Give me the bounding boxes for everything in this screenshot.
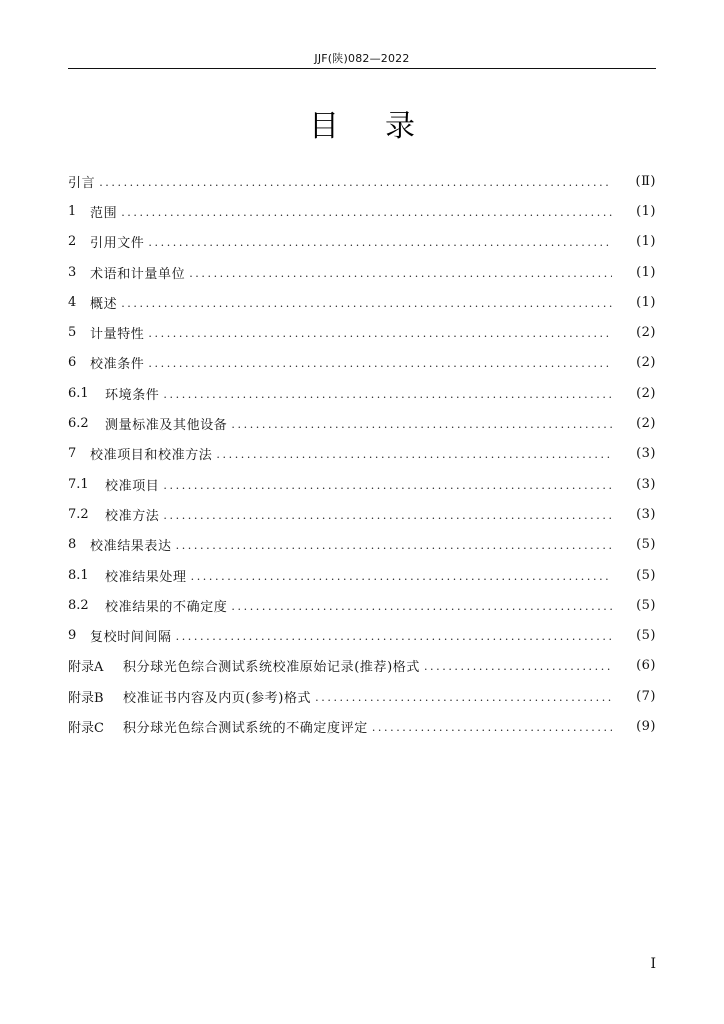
toc-entry-label: 校准条件 [90,357,145,373]
toc-entry-label: 引言 [68,175,96,191]
toc-entry-page: (1) [636,264,656,280]
toc-entry-label: 引用文件 [90,236,145,252]
toc-entry-label: 校准方法 [105,508,160,524]
header-rule [68,68,656,69]
toc-entry-number: 1 [68,203,77,219]
dot-leader [315,691,612,704]
toc-entry-6[interactable] [68,348,656,378]
toc-entry-number: 4 [68,294,77,310]
toc-entry-number: 8.2 [68,597,89,613]
dot-leader [231,600,612,613]
dot-leader [148,236,612,249]
dot-leader [231,418,612,431]
toc-entry-page: (6) [636,658,656,674]
table-of-contents [68,166,656,742]
toc-entry-label: 积分球光色综合测试系统校准原始记录(推荐)格式 [123,660,420,676]
dot-leader [372,721,612,734]
toc-entry-number: 2 [68,234,77,250]
toc-entry-number: 8.1 [68,567,89,583]
toc-entry-number: 7 [68,446,77,462]
toc-entry-page: (5) [636,537,656,553]
dot-leader [148,327,612,340]
toc-entry-page: (9) [636,718,656,734]
toc-entry-6-1[interactable] [68,378,656,408]
toc-entry-page: (7) [636,688,656,704]
toc-entry-page: (2) [636,355,656,371]
toc-entry-number: 3 [68,264,77,280]
toc-entry-page: (Ⅱ) [635,173,656,189]
toc-entry-page: (2) [636,416,656,432]
toc-entry-label: 术语和计量单位 [90,266,186,282]
dot-leader [163,509,612,522]
toc-entry-7[interactable] [68,439,656,469]
toc-entry-label: 积分球光色综合测试系统的不确定度评定 [123,720,368,736]
page-title: 目录 [309,109,461,144]
dot-leader [148,357,612,370]
toc-entry-appendix-b[interactable] [68,681,656,711]
toc-entry-label: 范围 [90,205,118,221]
toc-entry-number: 6.1 [68,385,89,401]
toc-entry-label: 计量特性 [90,327,145,343]
running-header: JJF(陕)082—2022 [314,52,410,65]
toc-entry-4[interactable] [68,287,656,317]
toc-entry-page: (3) [636,506,656,522]
dot-leader [189,267,612,280]
dot-leader [176,539,612,552]
toc-entry-number: 附录B [68,690,104,706]
toc-entry-label: 复校时间间隔 [90,630,172,646]
toc-entry-page: (3) [636,446,656,462]
toc-entry-label: 概述 [90,296,118,312]
page-number: Ⅰ [650,956,656,972]
toc-entry-number: 9 [68,628,77,644]
toc-entry-number: 6.2 [68,416,89,432]
toc-entry-number: 附录C [68,720,104,736]
dot-leader [163,479,612,492]
toc-entry-7-2[interactable] [68,499,656,529]
toc-entry-number: 附录A [68,660,104,676]
toc-entry-label: 校准结果表达 [90,539,172,555]
toc-entry-label: 校准项目 [105,478,160,494]
dot-leader [216,448,612,461]
toc-entry-label: 校准结果的不确定度 [105,599,228,615]
toc-entry-page: (5) [636,597,656,613]
toc-entry-page: (5) [636,567,656,583]
toc-entry-8-1[interactable] [68,560,656,590]
dot-leader [121,297,612,310]
toc-entry-number: 7.2 [68,506,89,522]
toc-entry-appendix-a[interactable] [68,651,656,681]
toc-entry-label: 测量标准及其他设备 [105,418,228,434]
toc-entry-7-1[interactable] [68,469,656,499]
toc-entry-label: 环境条件 [105,387,160,403]
toc-entry-number: 8 [68,537,77,553]
toc-entry-5[interactable] [68,317,656,347]
dot-leader [191,570,612,583]
toc-entry-label: 校准结果处理 [105,569,187,585]
toc-entry-intro[interactable] [68,166,656,196]
toc-entry-page: (3) [636,476,656,492]
dot-leader [99,176,612,189]
dot-leader [163,388,612,401]
toc-entry-page: (5) [636,628,656,644]
toc-entry-label: 校准项目和校准方法 [90,448,213,464]
toc-entry-label: 校准证书内容及内页(参考)格式 [123,690,312,706]
toc-entry-page: (2) [636,325,656,341]
toc-entry-2[interactable] [68,227,656,257]
toc-entry-3[interactable] [68,257,656,287]
dot-leader [424,660,612,673]
toc-entry-page: (2) [636,385,656,401]
toc-entry-8-2[interactable] [68,590,656,620]
toc-entry-number: 5 [68,325,77,341]
toc-entry-appendix-c[interactable] [68,711,656,741]
toc-entry-9[interactable] [68,620,656,650]
toc-entry-page: (1) [636,234,656,250]
toc-entry-1[interactable] [68,196,656,226]
dot-leader [121,206,612,219]
toc-entry-8[interactable] [68,530,656,560]
toc-entry-number: 6 [68,355,77,371]
dot-leader [176,630,612,643]
toc-entry-number: 7.1 [68,476,89,492]
toc-entry-6-2[interactable] [68,408,656,438]
toc-entry-page: (1) [636,294,656,310]
toc-entry-page: (1) [636,203,656,219]
